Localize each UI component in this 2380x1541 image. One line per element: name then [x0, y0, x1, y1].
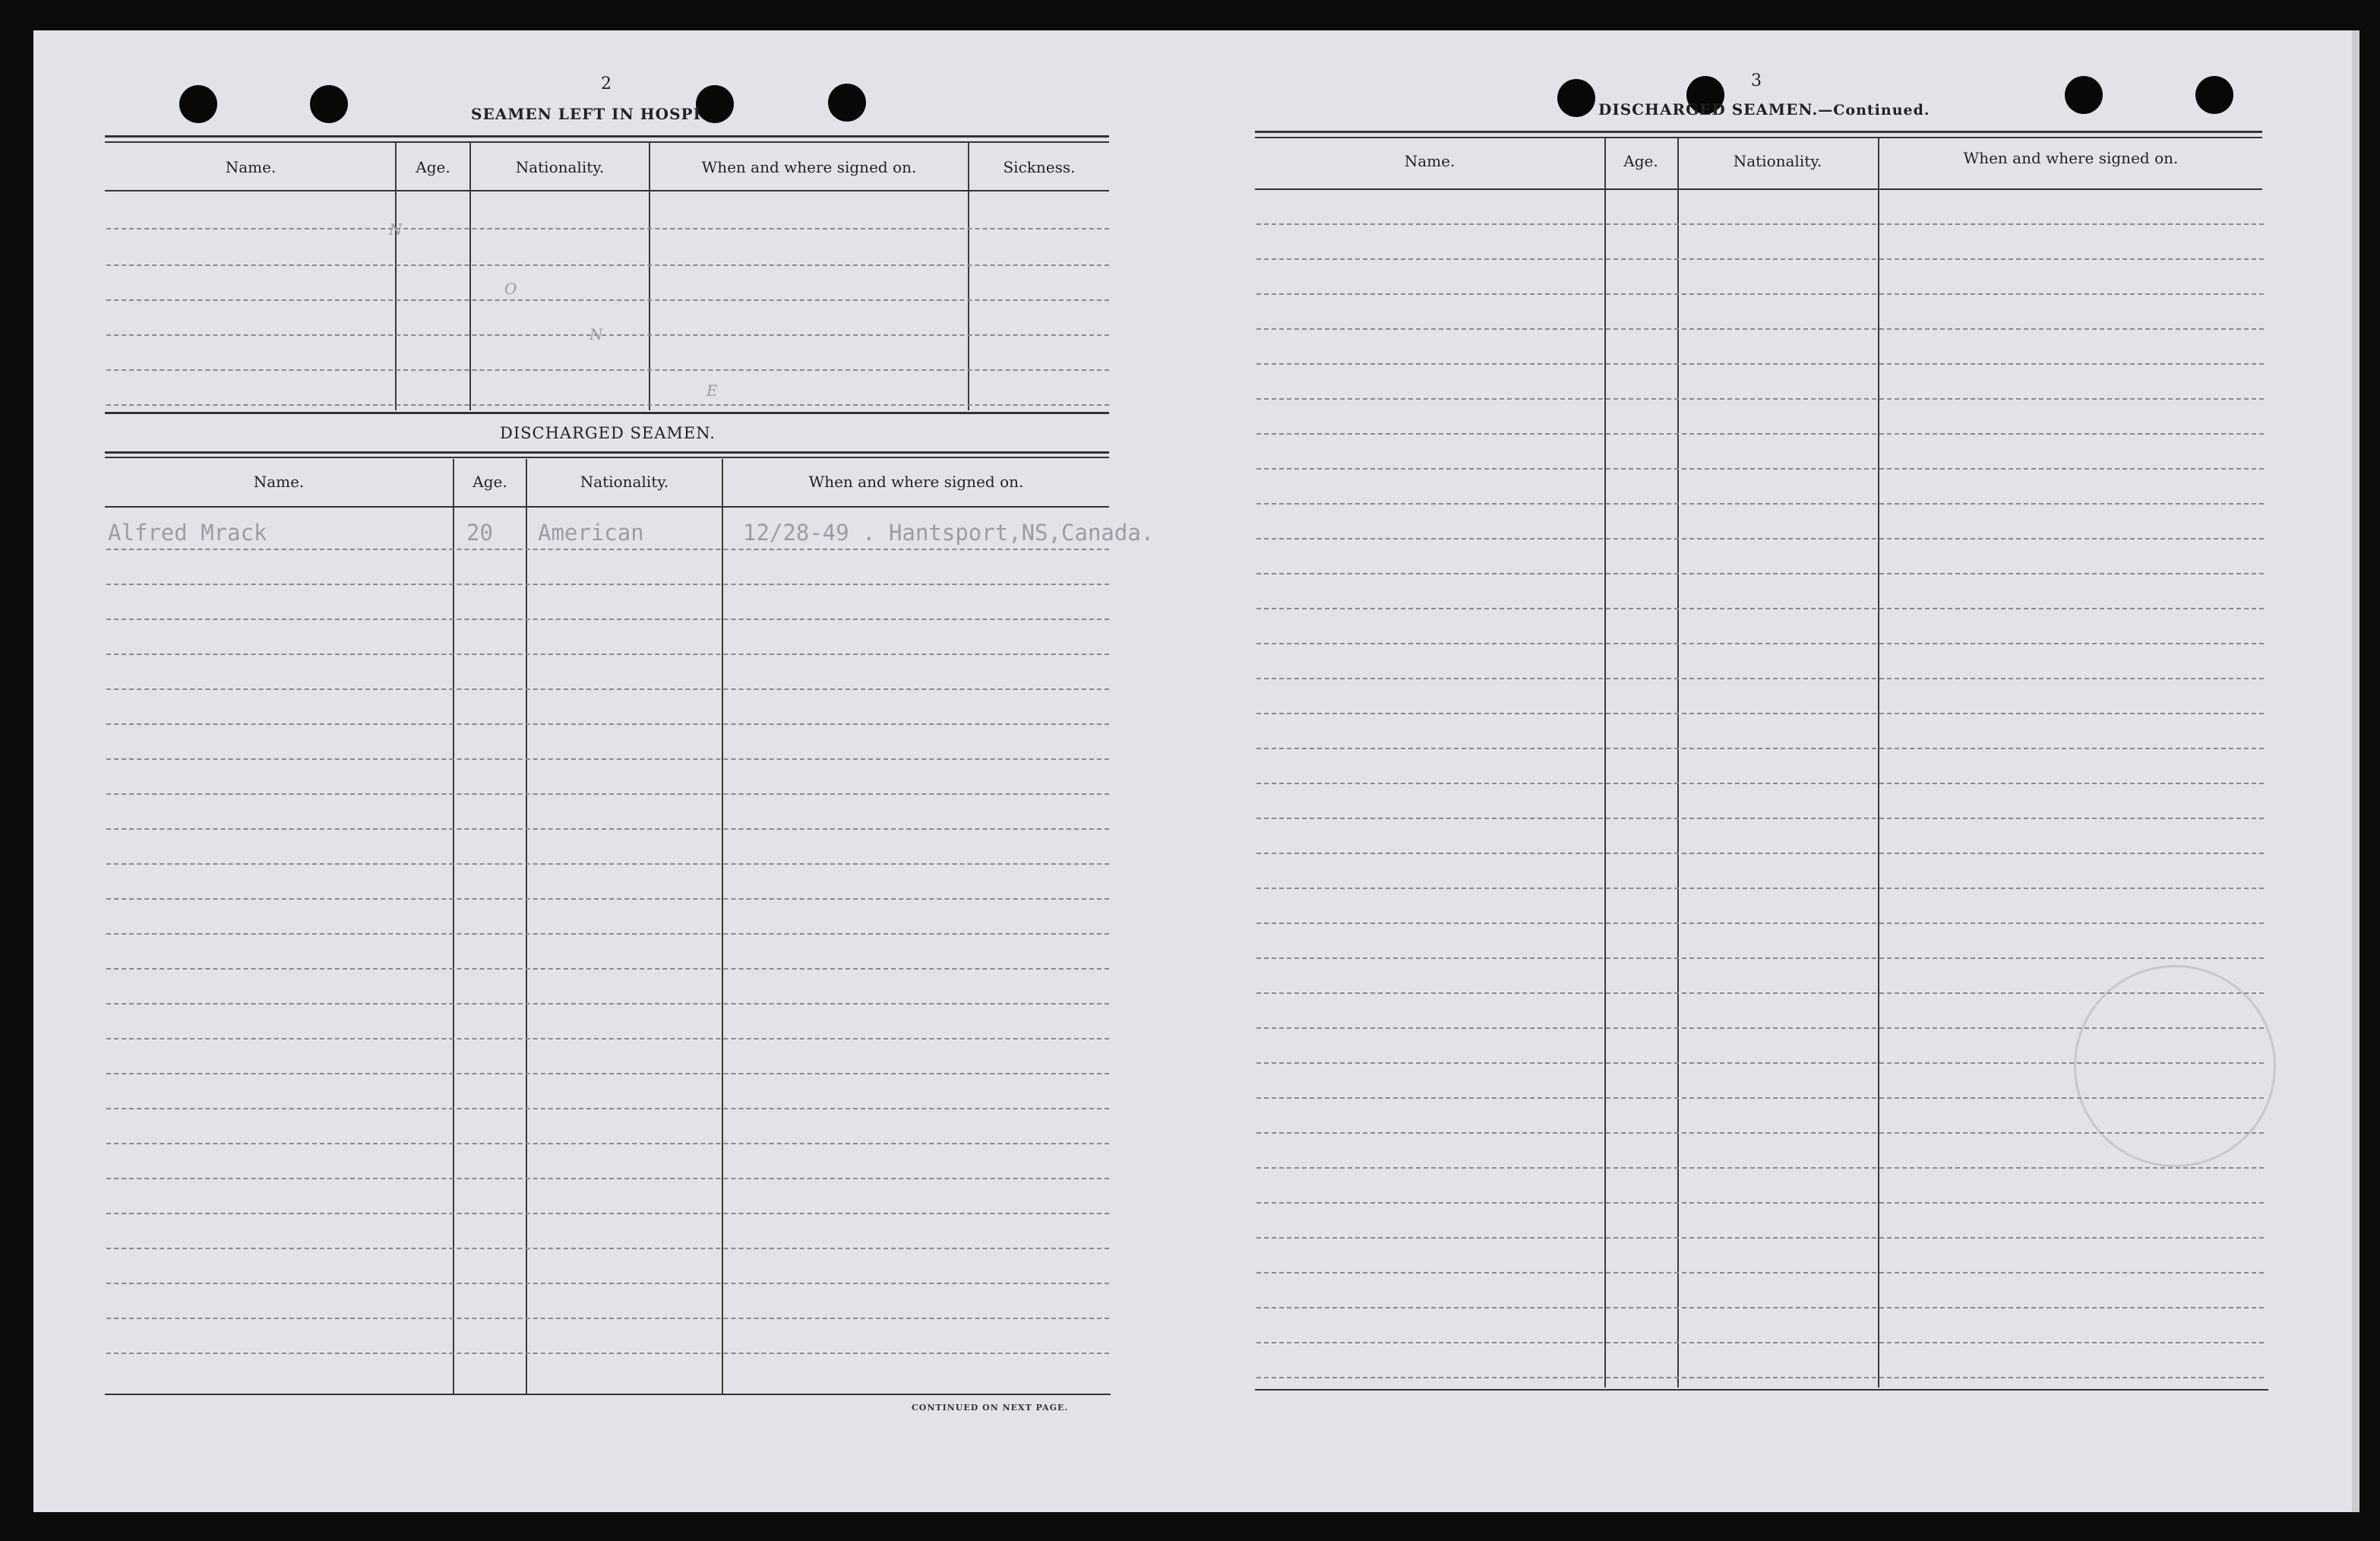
row-rule [106, 968, 1109, 970]
row-rule [1256, 888, 2264, 889]
none-mark: E [706, 381, 718, 400]
row-rule [1256, 538, 2264, 540]
row-rule [1256, 853, 2264, 854]
row-rule [1256, 713, 2264, 714]
rule [105, 1394, 1111, 1395]
row-rule [1256, 1202, 2264, 1204]
column-header-name: Name. [225, 158, 277, 176]
hospital-section-title: SEAMEN LEFT IN HOSPI [471, 105, 701, 123]
row-rule [1256, 678, 2264, 679]
column-divider [1604, 138, 1606, 1388]
title-suffix: —Continued. [1818, 102, 1930, 119]
row-rule [106, 1038, 1109, 1039]
rule [1255, 131, 2262, 133]
discharged-continued-title [1598, 100, 1930, 119]
rule [105, 141, 1109, 143]
seaman-signed-on: 12/28-49 . Hantsport,NS,Canada. [743, 520, 1155, 546]
row-rule [106, 1003, 1109, 1005]
column-header-nationality: Nationality. [515, 158, 605, 176]
column-divider [453, 459, 454, 1394]
rule [1255, 137, 2262, 138]
sheet-edge [2352, 30, 2359, 1512]
row-rule [1256, 1377, 2264, 1378]
row-rule [106, 404, 1109, 406]
seaman-name: Alfred Mrack [108, 520, 267, 546]
column-divider [1677, 138, 1679, 1388]
row-rule [1256, 223, 2264, 225]
column-divider [1878, 138, 1879, 1388]
rule [1255, 1389, 2268, 1391]
row-rule [106, 584, 1109, 585]
punch-hole [1557, 79, 1595, 117]
column-header-signed-on: When and where signed on. [1963, 149, 2179, 167]
column-header-name: Name. [253, 473, 305, 491]
row-rule [1256, 363, 2264, 365]
row-rule [106, 793, 1109, 795]
page-number-right: 3 [1751, 71, 1762, 90]
row-rule [106, 1073, 1109, 1074]
page-number-left: 2 [601, 74, 612, 93]
row-rule [1256, 258, 2264, 260]
row-rule [1256, 1167, 2264, 1169]
column-header-signed-on: When and where signed on. [808, 473, 1024, 491]
punch-hole [2195, 76, 2233, 114]
row-rule [1256, 398, 2264, 400]
column-header-signed-on: When and where signed on. [701, 158, 917, 176]
document-sheet [33, 30, 2354, 1512]
row-rule [1256, 748, 2264, 749]
row-rule [106, 863, 1109, 865]
row-rule [1256, 1272, 2264, 1274]
row-rule [106, 1318, 1109, 1319]
row-rule [106, 549, 1109, 550]
row-rule [106, 723, 1109, 725]
none-mark: N [389, 220, 403, 239]
continued-note: CONTINUED ON NEXT PAGE. [912, 1403, 1069, 1413]
row-rule [106, 1178, 1109, 1179]
rule [105, 457, 1109, 458]
punch-hole [828, 84, 866, 122]
rule [105, 135, 1109, 138]
row-rule [106, 228, 1109, 229]
rule [105, 190, 1109, 191]
row-rule [1256, 468, 2264, 470]
row-rule [1256, 433, 2264, 435]
row-rule [106, 933, 1109, 935]
column-header-nationality: Nationality. [580, 473, 669, 491]
row-rule [1256, 608, 2264, 609]
column-header-nationality: Nationality. [1733, 152, 1822, 170]
row-rule [1256, 1307, 2264, 1308]
row-rule [1256, 783, 2264, 784]
row-rule [106, 619, 1109, 620]
rule [105, 412, 1109, 414]
row-rule [106, 334, 1109, 336]
row-rule [106, 1108, 1109, 1109]
title-text: DISCHARGED SEAMEN. [1598, 100, 1819, 119]
punch-hole [2065, 76, 2103, 114]
row-rule [106, 1143, 1109, 1144]
row-rule [1256, 957, 2264, 959]
discharged-section-title: DISCHARGED SEAMEN. [500, 424, 716, 442]
seaman-age: 20 [466, 520, 493, 546]
row-rule [106, 1248, 1109, 1249]
column-header-age: Age. [473, 473, 507, 491]
column-header-age: Age. [416, 158, 450, 176]
column-divider [722, 459, 723, 1394]
rule [1255, 188, 2262, 190]
row-rule [1256, 922, 2264, 924]
none-mark: N [589, 325, 603, 343]
punch-hole [696, 85, 734, 123]
rule [105, 451, 1109, 454]
seaman-nationality: American [538, 520, 644, 546]
punch-hole [179, 85, 217, 123]
row-rule [1256, 503, 2264, 505]
row-rule [106, 828, 1109, 830]
row-rule [106, 369, 1109, 371]
row-rule [1256, 293, 2264, 295]
row-rule [1256, 1237, 2264, 1239]
row-rule [106, 264, 1109, 266]
row-rule [1256, 818, 2264, 819]
column-header-age: Age. [1623, 152, 1658, 170]
row-rule [106, 1283, 1109, 1284]
row-rule [106, 1353, 1109, 1354]
row-rule [106, 758, 1109, 760]
row-rule [106, 1213, 1109, 1214]
row-rule [1256, 1342, 2264, 1343]
column-divider [526, 459, 527, 1394]
row-rule [106, 299, 1109, 301]
column-header-sickness: Sickness. [1003, 158, 1076, 176]
none-mark: O [504, 280, 517, 298]
column-header-name: Name. [1404, 152, 1455, 170]
row-rule [106, 898, 1109, 900]
row-rule [1256, 643, 2264, 644]
row-rule [1256, 573, 2264, 574]
row-rule [106, 688, 1109, 690]
row-rule [1256, 328, 2264, 330]
row-rule [106, 653, 1109, 655]
rule [105, 506, 1109, 508]
punch-hole [310, 85, 348, 123]
